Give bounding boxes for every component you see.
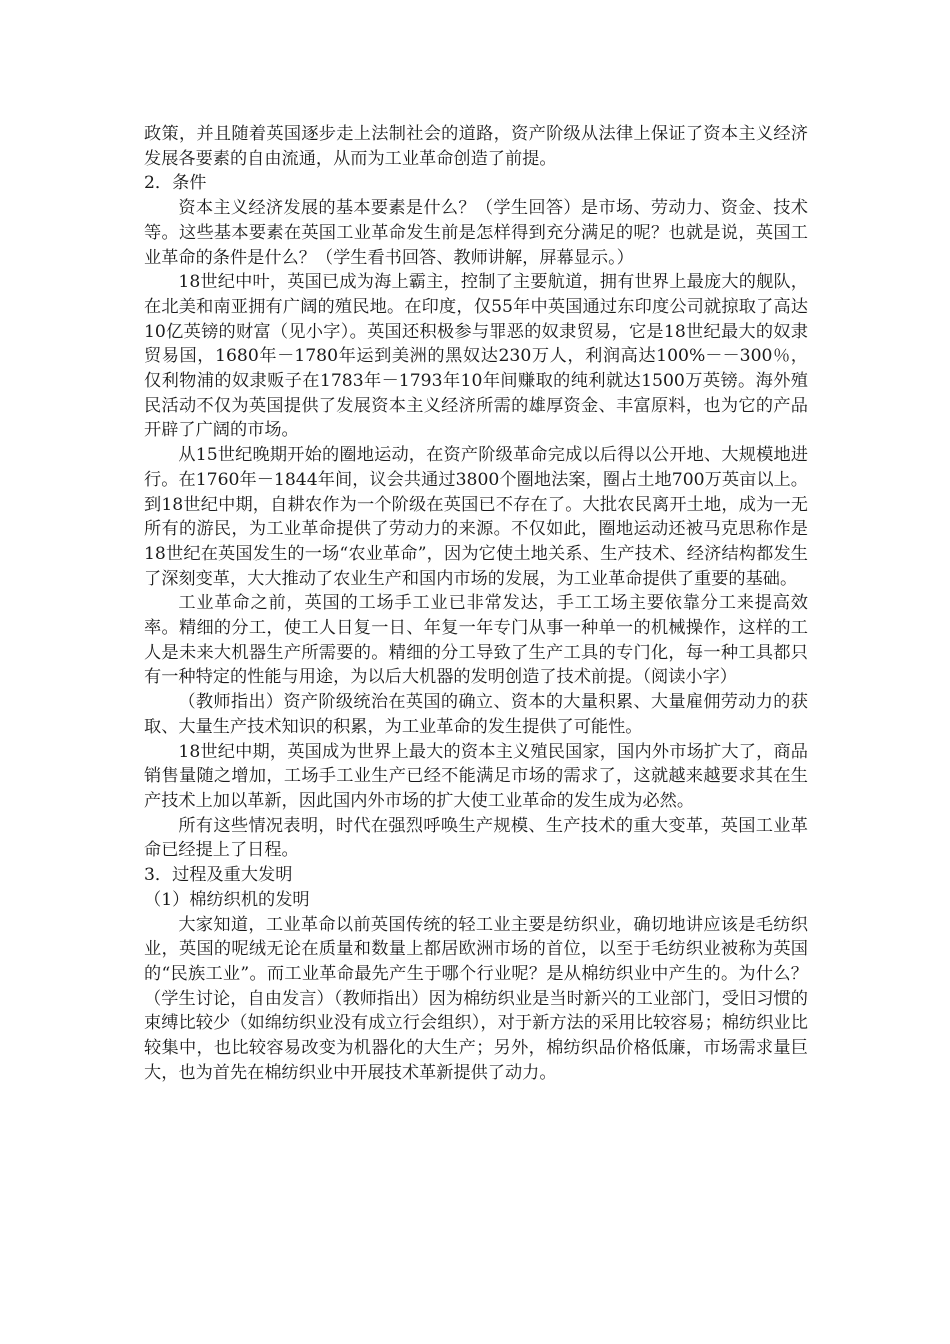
paragraph-summary: 所有这些情况表明，时代在强烈呼唤生产规模、生产技术的重大变革，英国工业革命已经提上了日程。	[144, 815, 808, 861]
section-heading-conditions: 2．条件	[144, 173, 207, 194]
paragraph-continuation: 政策，并且随着英国逐步走上法制社会的道路，资产阶级从法律上保证了资本主义经济发展各要素的自由流通，从而为工业革命创造了前提。	[144, 124, 808, 169]
section-heading-process: 3．过程及重大发明	[144, 865, 293, 886]
paragraph-manufacturing: 工业革命之前，英国的工场手工业已非常发达，手工工场主要依靠分工来提高效率。精细的分工，使工人日复一日、年复一年专门从事一种单一的机械操作，这样的工人是未来大机器生产所需要的。精细的分工导致了生产工具的专门化，每一种工具都只有一种特定的性能与用途，为以后大机器的发明创造了技术前提。（阅读小字）	[144, 593, 808, 688]
paragraph-colonial-capital: 18世纪中叶，英国已成为海上霸主，控制了主要航道，拥有世界上最庞大的舰队，在北美和南亚拥有广阔的殖民地。在印度，仅55年中英国通过东印度公司就掠取了高达10亿英镑的财富（见小字）。英国还积极参与罪恶的奴隶贸易，它是18世纪最大的奴隶贸易国，1680年－1780年运到美洲的黑奴达230万人，利润高达100%－－300％，仅利物浦的奴隶贩子在1783年－1793年10年间赚取的纯利就达1500万英镑。海外殖民活动不仅为英国提供了发展资本主义经济所需的雄厚资金、丰富原料，也为它的产品开辟了广阔的市场。	[144, 272, 808, 441]
paragraph-teacher-note: （教师指出）资产阶级统治在英国的确立、资本的大量积累、大量雇佣劳动力的获取、大量生产技术知识的积累，为工业革命的发生提供了可能性。	[144, 692, 808, 737]
paragraph-market-expansion: 18世纪中期，英国成为世界上最大的资本主义殖民国家，国内外市场扩大了，商品销售量随之增加，工场手工业生产已经不能满足市场的需求了，这就越来越要求其在生产技术上加以革新，因此国内外市场的扩大使工业革命的发生成为必然。	[144, 741, 808, 811]
document-body	[144, 122, 808, 1085]
subsection-heading-cotton-machine: （1）棉纺织机的发明	[144, 889, 310, 910]
paragraph-enclosure-movement: 从15世纪晚期开始的圈地运动，在资产阶级革命完成以后得以公开地、大规模地进行。在1760年－1844年间，议会共通过3800个圈地法案，圈占土地700万英亩以上。到18世纪中期，自耕农作为一个阶级在英国已不存在了。大批农民离开土地，成为一无所有的游民，为工业革命提供了劳动力的来源。不仅如此，圈地运动还被马克思称作是18世纪在英国发生的一场“农业革命”，因为它使土地关系、生产技术、经济结构都发生了深刻变革，大大推动了农业生产和国内市场的发展，为工业革命提供了重要的基础。	[144, 445, 808, 589]
paragraph-basic-elements: 资本主义经济发展的基本要素是什么？（学生回答）是市场、劳动力、资金、技术等。这些基本要素在英国工业革命发生前是怎样得到充分满足的呢？也就是说，英国工业革命的条件是什么？（学生看书回答、教师讲解，屏幕显示。）	[144, 198, 808, 268]
paragraph-cotton-industry: 大家知道，工业革命以前英国传统的轻工业主要是纺织业，确切地讲应该是毛纺织业，英国的呢绒无论在质量和数量上都居欧洲市场的首位，以至于毛纺织业被称为英国的“民族工业”。而工业革命最先产生于哪个行业呢？是从棉纺织业中产生的。为什么？（学生讨论，自由发言）（教师指出）因为棉纺织业是当时新兴的工业部门，受旧习惯的束缚比较少（如绵纺织业没有成立行会组织），对于新方法的采用比较容易；棉纺织业比较集中，也比较容易改变为机器化的大生产；另外，棉纺织品价格低廉，市场需求量巨大，也为首先在棉纺织业中开展技术革新提供了动力。	[144, 914, 808, 1083]
